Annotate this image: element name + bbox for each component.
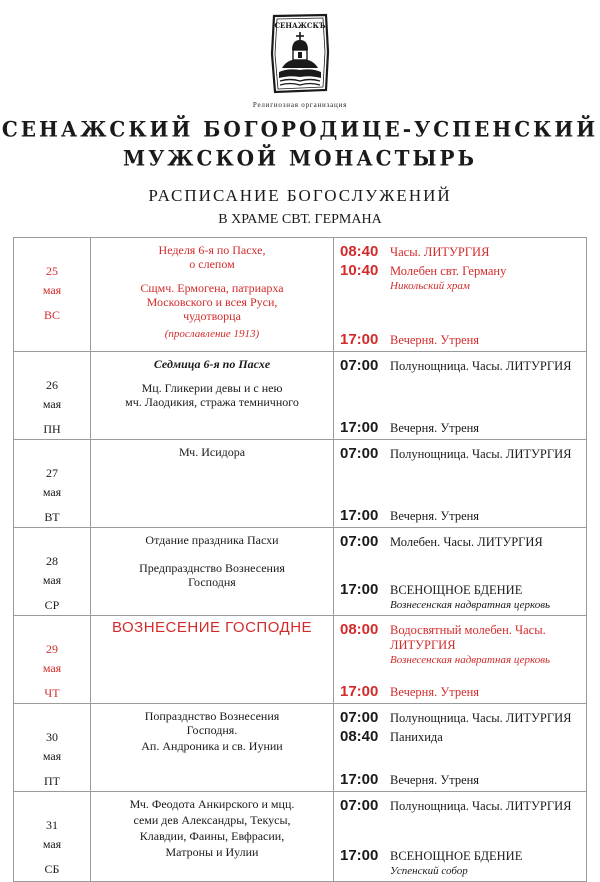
schedule-row [14,792,587,882]
service-location: Вознесенская надвратная церковь [390,654,550,666]
service-location: Вознесенская надвратная церковь [390,599,550,611]
day-number: 29 [46,642,58,656]
service-group [340,507,580,524]
schedule-row [14,440,587,528]
service-name: Вечерня. Утреня [390,773,480,787]
month-name: мая [42,485,62,499]
service-time: 08:00 [340,621,379,638]
schedule-table [13,237,587,882]
date-cell [14,792,91,882]
service-time: 17:00 [340,581,379,598]
commemoration-cell [91,238,334,352]
service-name: Вечерня. Утреня [390,333,480,347]
services-cell [334,238,587,352]
services-cell [334,704,587,792]
service-group [340,581,580,612]
schedule-title: РАСПИСАНИЕ БОГОСЛУЖЕНИЙ [148,186,452,205]
month-name: мая [42,397,62,411]
weekday: СБ [44,862,60,876]
service-group [340,771,580,788]
commemoration-line: Московского и всея Руси, [146,295,278,309]
service-time: 17:00 [340,771,379,788]
commemoration-line: Седмица 6-я по Пасхе [153,357,271,371]
service-entry [340,683,580,700]
service-name: Полунощница. Часы. ЛИТУРГИЯ [390,711,572,725]
service-group [340,419,580,436]
commemoration-line: Господня. [186,723,238,737]
weekday: СР [44,598,60,612]
weekday: ЧТ [44,686,60,700]
service-entry [340,357,580,374]
commemoration-cell [91,440,334,528]
service-time: 08:40 [340,728,379,745]
monastery-title-line2: МУЖСКОЙ МОНАСТЫРЬ [122,145,478,171]
commemoration-line: чудотворца [183,309,241,323]
services-cell [334,792,587,882]
service-time: 17:00 [340,847,379,864]
service-group [340,709,580,745]
date-cell [14,352,91,440]
service-group [340,797,580,814]
commemoration-line: Отдание праздника Пасхи [145,533,279,547]
service-group [340,357,580,374]
commemoration-line: семи дев Александры, Текусы, [133,813,291,827]
service-entry [340,797,580,814]
service-name: Панихида [390,730,443,744]
service-name-cont: ЛИТУРГИЯ [390,638,456,652]
service-entry [340,771,580,788]
commemoration-cell [91,616,334,704]
service-name: Вечерня. Утреня [390,685,480,699]
service-group [340,847,580,878]
month-name: мая [42,573,62,587]
service-entry [340,419,580,436]
service-name: Часы. ЛИТУРГИЯ [390,245,490,259]
commemoration-cell [91,528,334,616]
service-entry [340,331,580,348]
services-cell [334,352,587,440]
monastery-logo [268,12,332,96]
date-cell [14,528,91,616]
service-time: 07:00 [340,709,379,726]
date-cell [14,238,91,352]
date-cell [14,616,91,704]
commemoration-line: Мц. Гликерии девы и с нею [141,381,283,395]
date-cell [14,440,91,528]
commemoration-line: о слепом [189,257,235,271]
service-time: 07:00 [340,533,379,550]
service-name: Полунощница. Часы. ЛИТУРГИЯ [390,359,572,373]
services-cell [334,440,587,528]
service-location: Никольский храм [390,280,470,292]
logo-text: СЕНАЖСКЪ [274,21,326,30]
organization-type: Религиозная организация [252,101,348,109]
commemoration-line: Господня [188,575,236,589]
schedule-row [14,352,587,440]
church-name: В ХРАМЕ СВТ. ГЕРМАНА [218,212,382,227]
service-entry [340,262,580,279]
service-time: 17:00 [340,507,379,524]
weekday: ПН [43,422,61,436]
service-entry [340,243,580,260]
day-number: 25 [46,264,58,278]
service-name: ВСЕНОЩНОЕ БДЕНИЕ [390,583,523,597]
service-time: 17:00 [340,683,379,700]
day-number: 28 [46,554,58,568]
day-number: 26 [46,378,58,392]
service-entry [340,621,580,638]
weekday: ВТ [44,510,60,524]
service-name: Молебен. Часы. ЛИТУРГИЯ [390,535,543,549]
service-group [340,621,580,667]
service-time: 17:00 [340,419,379,436]
schedule-row [14,704,587,792]
commemoration-line: ВОЗНЕСЕНИЕ ГОСПОДНЕ [111,619,313,636]
commemoration-line: Матроны и Иулии [165,845,259,859]
weekday: ПТ [44,774,60,788]
commemoration-line: (прославление 1913) [164,328,260,340]
day-number: 27 [46,466,58,480]
commemoration-line: Предпразднство Вознесения [139,561,285,575]
service-time: 10:40 [340,262,379,279]
service-entry [340,728,580,745]
service-entry [340,507,580,524]
month-name: мая [42,749,62,763]
service-name: Вечерня. Утреня [390,421,480,435]
month-name: мая [42,283,62,297]
services-cell [334,528,587,616]
service-entry [340,581,580,598]
commemoration-cell [91,704,334,792]
commemoration-cell [91,792,334,882]
service-name: Вечерня. Утреня [390,509,480,523]
weekday: ВС [43,308,60,322]
service-entry [340,445,580,462]
service-name: ВСЕНОЩНОЕ БДЕНИЕ [390,849,523,863]
service-group [340,445,580,462]
service-time: 07:00 [340,797,379,814]
day-number: 30 [46,730,58,744]
service-group [340,533,580,550]
service-entry [340,847,580,864]
service-entry [340,709,580,726]
service-location: Успенский собор [390,865,468,877]
service-time: 07:00 [340,357,379,374]
service-name: Водосвятный молебен. Часы. [390,623,546,637]
commemoration-line: Неделя 6-я по Пасхе, [158,243,266,257]
service-name: Молебен свт. Герману [390,264,507,278]
month-name: мая [42,837,62,851]
monastery-title-line1: СЕНАЖСКИЙ БОГОРОДИЦЕ-УСПЕНСКИЙ [1,116,599,142]
commemoration-line: Мч. Феодота Анкирского и мцц. [129,797,295,811]
commemoration-line: мч. Лаодикия, стража темничного [125,395,299,409]
month-name: мая [42,661,62,675]
commemoration-line: Сщмч. Ермогена, патриарха [140,281,284,295]
commemoration-line: Ап. Андроника и св. Иунии [141,739,283,753]
commemoration-cell [91,352,334,440]
service-entry [340,533,580,550]
service-time: 07:00 [340,445,379,462]
service-time: 08:40 [340,243,379,260]
schedule-row [14,528,587,616]
service-group [340,683,580,700]
service-group [340,243,580,293]
day-number: 31 [46,818,58,832]
commemoration-line: Мч. Исидора [178,445,246,459]
services-cell [334,616,587,704]
date-cell [14,704,91,792]
schedule-row [14,616,587,704]
service-name: Полунощница. Часы. ЛИТУРГИЯ [390,447,572,461]
schedule-row [14,238,587,352]
commemoration-line: Клавдии, Фаины, Евфрасии, [139,829,285,843]
service-name: Полунощница. Часы. ЛИТУРГИЯ [390,799,572,813]
service-time: 17:00 [340,331,379,348]
service-group [340,331,580,348]
commemoration-line: Попразднство Вознесения [144,709,280,723]
